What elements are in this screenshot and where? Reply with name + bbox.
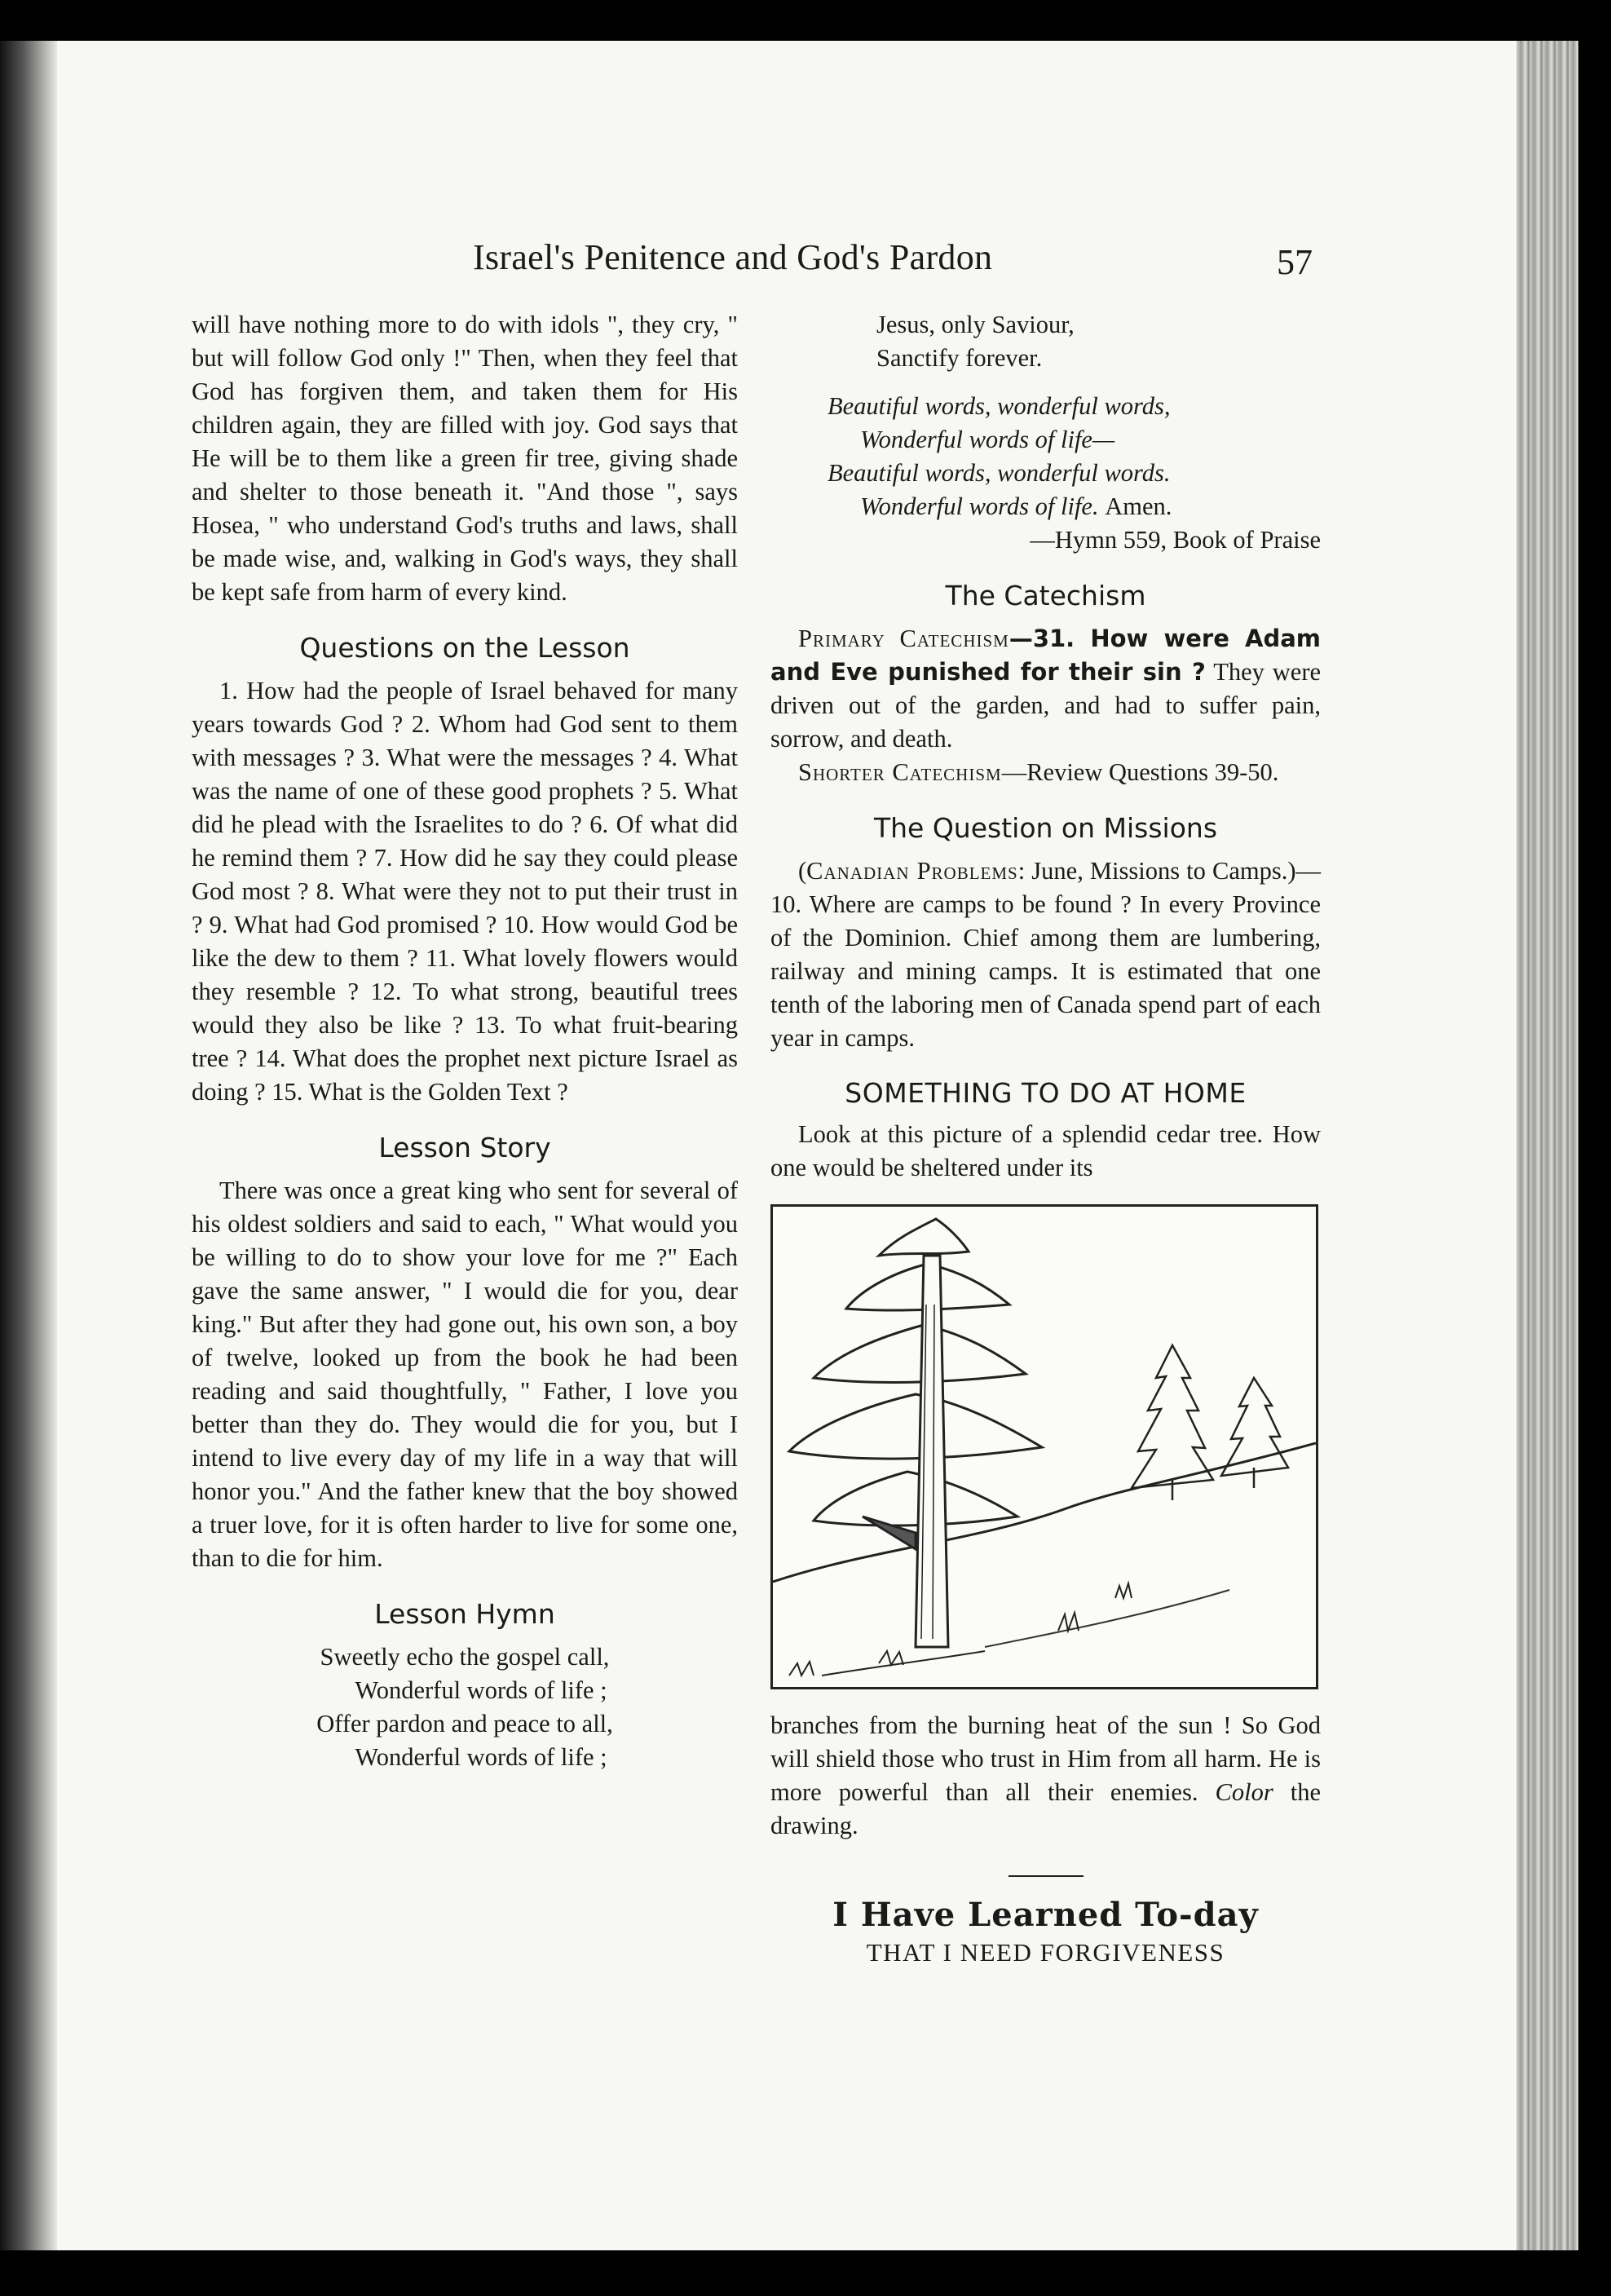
questions-heading: Questions on the Lesson [299, 632, 630, 664]
hymn-verse [192, 1640, 738, 1774]
primary-catechism-answer: They were driven out of the garden, and had to suffer pain, sorrow, and death. [770, 658, 1322, 753]
hymn-heading: Lesson Hymn [374, 1598, 555, 1630]
hymn-line: Wonderful words of life ; [355, 1676, 607, 1704]
missions-label: Canadian Problems [806, 857, 1018, 885]
small-fir-tree [1132, 1345, 1213, 1500]
home-text-body: branches from the burning heat of the sun ! So God will shield those who trust in Him from all harm. He is more powerful than all their enemies. [770, 1711, 1321, 1806]
catechism-heading: The Catechism [945, 580, 1146, 612]
missions-paren: ( [798, 857, 807, 885]
learned-today-title: I Have Learned To-day [832, 1896, 1259, 1934]
amen: Amen. [1105, 492, 1172, 520]
color-word: Color [1215, 1778, 1273, 1806]
left-column [192, 308, 738, 1774]
hymn-continuation [770, 308, 1321, 375]
hymn-line: Jesus, only Saviour, [876, 311, 1075, 338]
chorus-line: Beautiful words, wonderful words, [828, 392, 1171, 420]
page-number: 57 [1277, 242, 1313, 282]
home-text-continued [770, 1709, 1321, 1843]
home-text-end: the drawing. [770, 1778, 1321, 1839]
hymn-line: Sanctify forever. [876, 344, 1043, 372]
chorus-line: Wonderful words of life. [860, 492, 1099, 520]
dark-border [1578, 0, 1611, 2296]
divider-rule [1009, 1875, 1084, 1877]
missions-body: : June, Missions to Camps.)—10. Where are camps to be found ? In every Province of the Dominion. Chief among them are lumbering, railway and mining camps. It is estimated that one tenth of the laboring men of Canada spend part of each year in camps. [770, 857, 1321, 1052]
missions-heading: The Question on Missions [873, 812, 1218, 844]
right-column [770, 308, 1321, 1969]
running-head: Israel's Penitence and God's Pardon [473, 237, 993, 277]
questions-text: 1. How had the people of Israel behaved for many years towards God ? 2. Whom had God sent to them with messages ? 3. What were the messages ? 4. What was the name of one of these good prophets ? 5. What did he plead with the Israelites to do ? 6. Of what did he remind them ? 7. How did he say they could please God most ? 8. What were they not to put their trust in ? 9. What had God promised ? 10. How would God be like the dew to them ? 11. What lovely flowers would they resemble ? 12. To what strong, beautiful trees would they also be like ? 13. To what fruit-bearing tree ? 14. What does the prophet next picture Israel as doing ? 15. What is the Golden Text ? [192, 677, 738, 1106]
primary-catechism-question: —31. How were Adam and Eve punished for their sin ? [770, 625, 1321, 686]
shorter-catechism [770, 756, 1321, 789]
home-text-intro: Look at this picture of a splendid cedar tree. How one would be sheltered under its [770, 1120, 1321, 1181]
story-heading: Lesson Story [378, 1132, 551, 1163]
home-heading: SOMETHING TO DO AT HOME [845, 1077, 1247, 1109]
hill-shade [985, 1590, 1229, 1647]
left-page-edge [0, 41, 57, 2250]
story-text: There was once a great king who sent for several of his oldest soldiers and said to each, " What would you be willing to do to show your love for me ?" Each gave the same answer, " I would die for you, dear king." But after they had gone out, his own son, a boy of twelve, looked up from the book he had been reading and said thoughtfully, " Father, I love you better than they do. They would die for you, but I intend to live every day of my life in a way that will honor you." And the father knew that the boy showed a truer love, for it is often harder to live for some one, than to die for him. [192, 1177, 738, 1572]
shorter-catechism-text: —Review Questions 39-50. [1001, 758, 1279, 786]
hymn-line: Sweetly echo the gospel call, [320, 1643, 610, 1671]
tree-drawing [773, 1207, 1316, 1687]
learned-today-subtitle: THAT I NEED FORGIVENESS [866, 1938, 1225, 1967]
shorter-catechism-label: Shorter Catechism [798, 758, 1002, 786]
missions-text [770, 854, 1321, 1055]
hymn-attribution: —Hymn 559, Book of Praise [1030, 526, 1321, 554]
hymn-chorus [770, 390, 1321, 523]
intro-paragraph: will have nothing more to do with idols ", they cry, " but will follow God only !" Then, when they feel that God has forgiven them, and taken them for His children again, they are filled with joy. God says that He will be to them like a green fir tree, giving shade and shelter to those beneath it. "And those ", says Hosea, " who understand God's truths and laws, shall be made wise, and, walking in God's ways, they shall be kept safe from harm of every kind. [192, 311, 738, 606]
hymn-line: Offer pardon and peace to all, [316, 1710, 613, 1737]
cedar-foliage [789, 1219, 1042, 1526]
primary-catechism-label: Primary Catechism [798, 625, 1009, 652]
small-fir-tree [1221, 1378, 1288, 1488]
chorus-line: Beautiful words, wonderful words. [828, 459, 1171, 487]
cedar-tree-illustration [770, 1204, 1318, 1689]
grass-tufts [789, 1583, 1132, 1676]
primary-catechism [770, 622, 1321, 756]
chorus-line: Wonderful words of life— [860, 426, 1115, 453]
hymn-line: Wonderful words of life ; [355, 1743, 607, 1771]
